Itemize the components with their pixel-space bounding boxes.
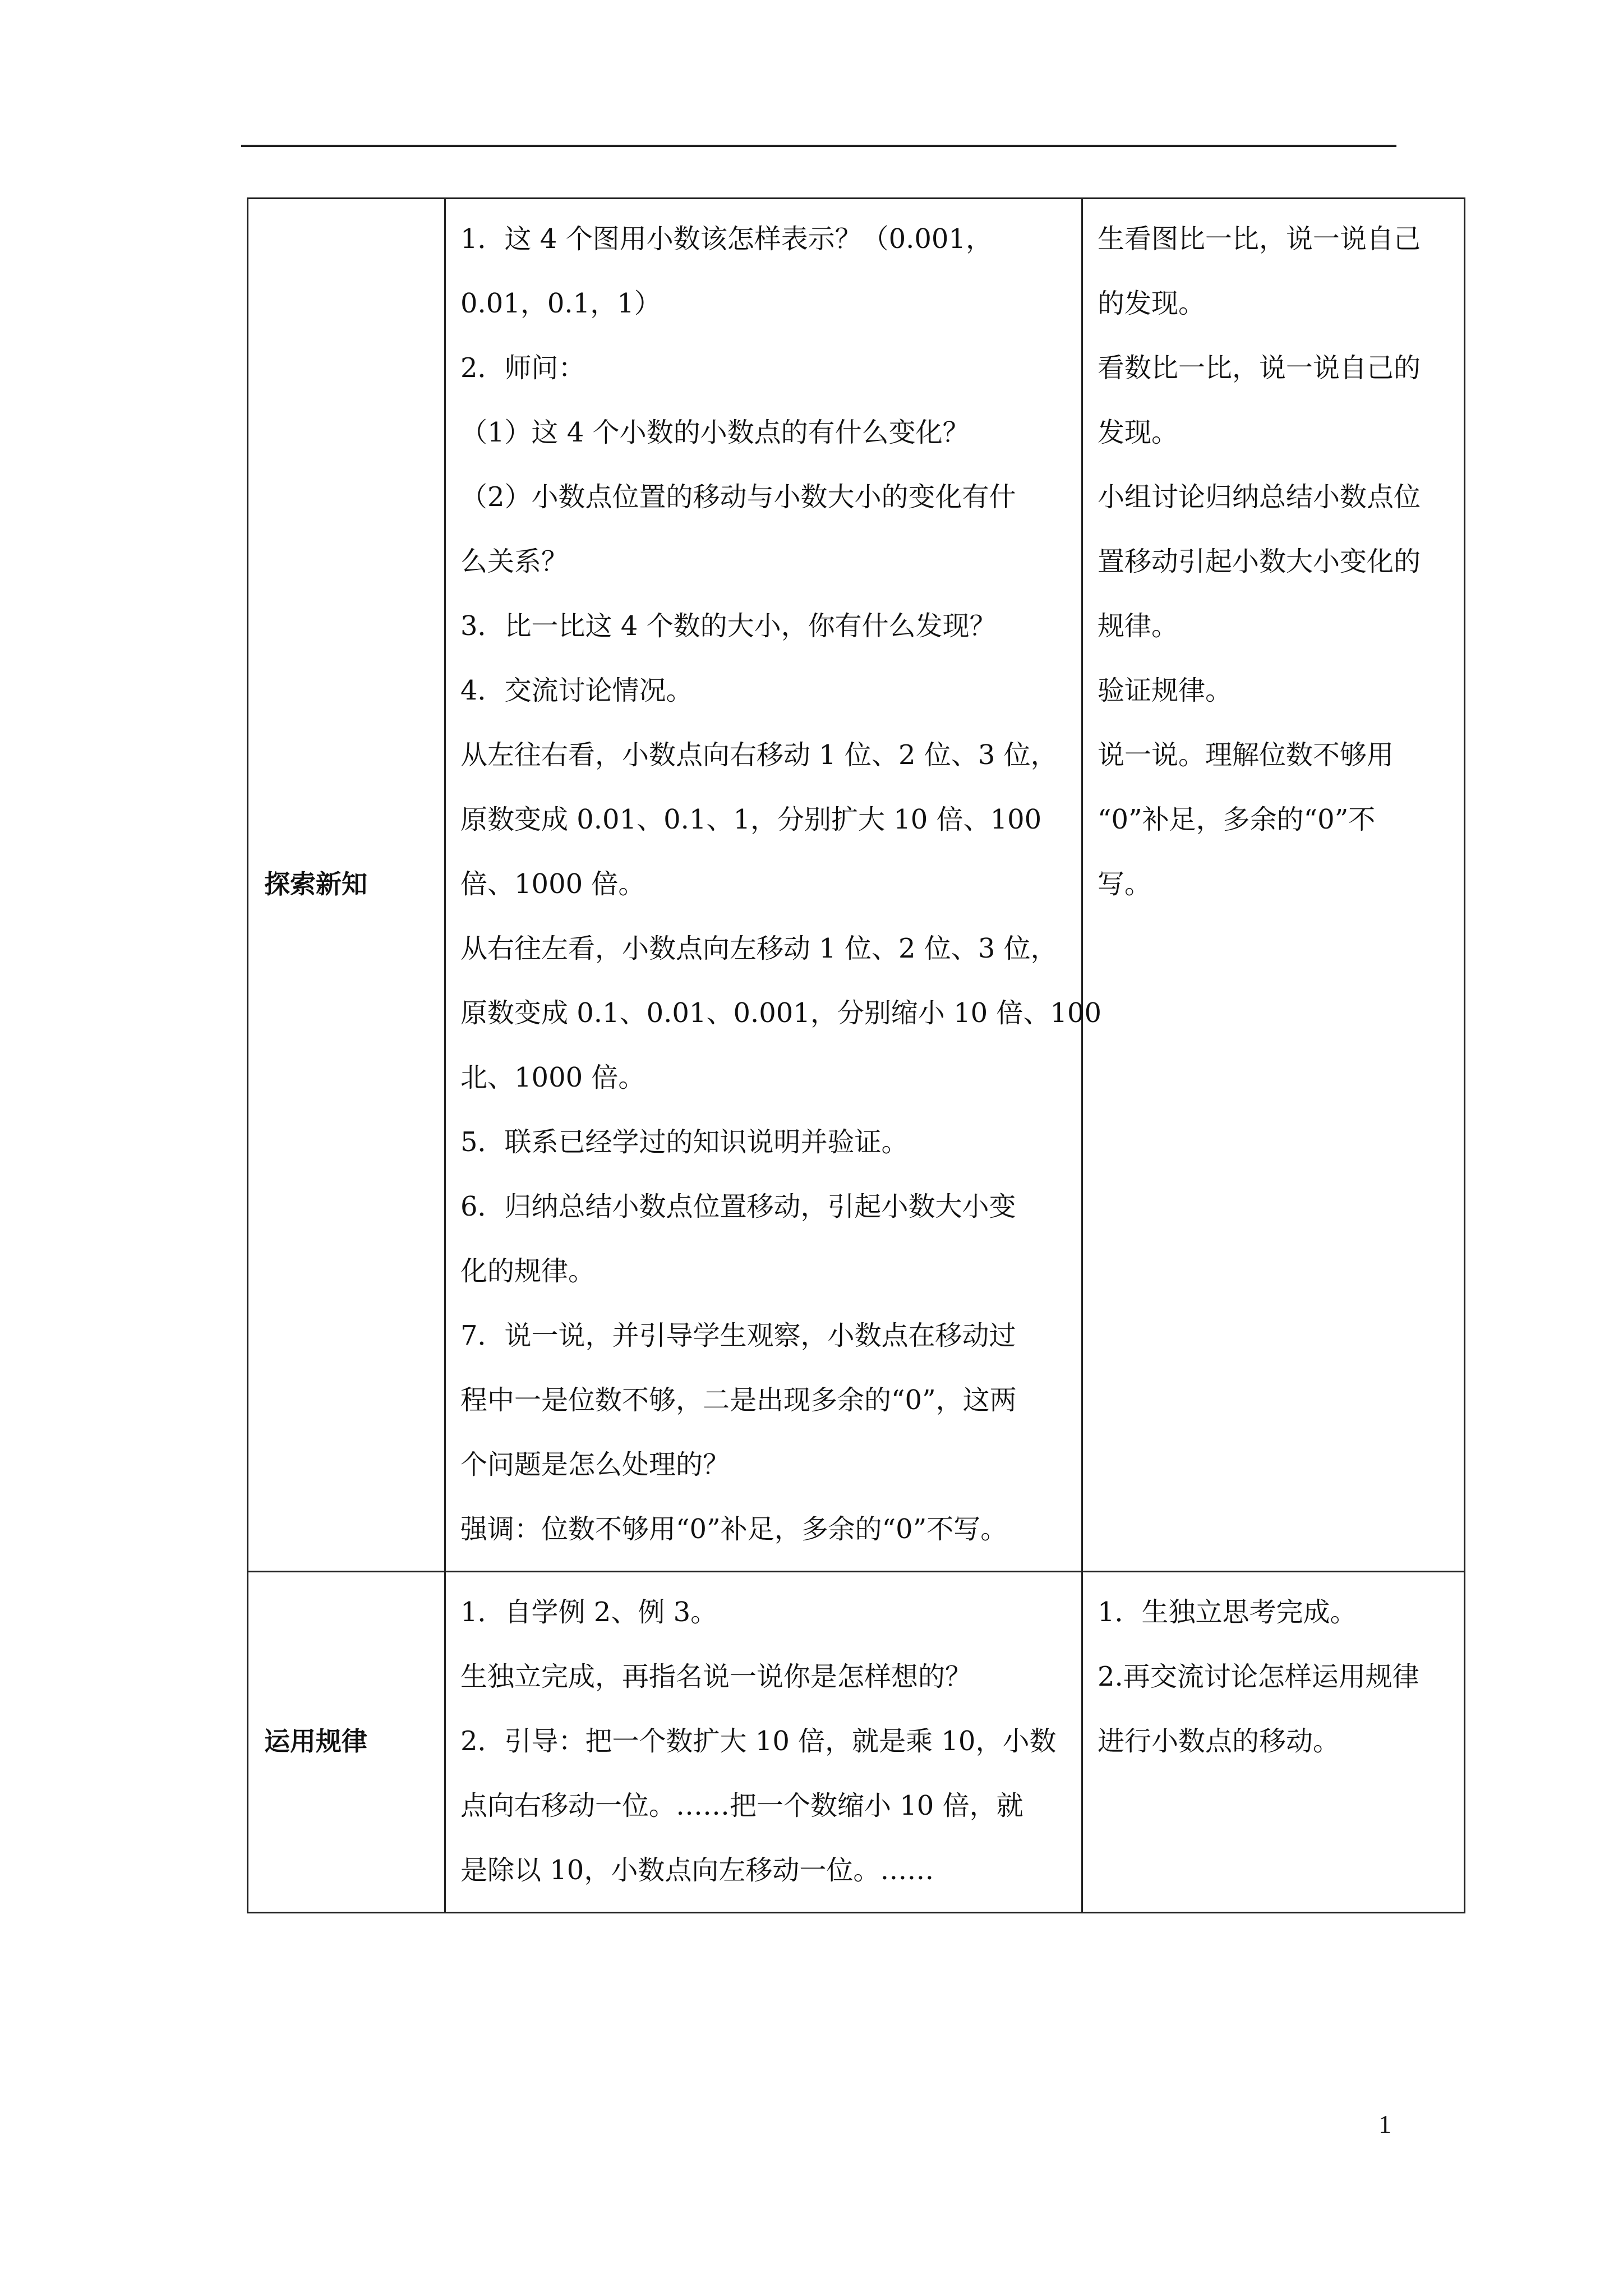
teacher-line: 倍、1000 倍。 (460, 868, 645, 900)
teacher-line: 5．联系已经学过的知识说明并验证。 (460, 1126, 909, 1158)
student-line: 1．生独立思考完成。 (1098, 1596, 1357, 1628)
teacher-line: 0.01，0.1，1） (460, 288, 661, 319)
teacher-line: 1．这 4 个图用小数该怎样表示？（0.001， (460, 223, 993, 255)
teacher-line: （2）小数点位置的移动与小数大小的变化有什 (460, 481, 1016, 513)
teacher-line: 3．比一比这 4 个数的大小，你有什么发现？ (460, 610, 997, 642)
student-line: 2.再交流讨论怎样运用规律 (1098, 1661, 1419, 1692)
student-line: 规律。 (1098, 610, 1179, 642)
teacher-activity-cell-apply (445, 1572, 1082, 1913)
student-activity-cell-explore (1082, 199, 1465, 1572)
header-rule (241, 145, 1396, 147)
teacher-line: 强调：位数不够用“0”补足，多余的“0”不写。 (460, 1513, 1008, 1545)
student-line: 说一说。理解位数不够用 (1098, 739, 1394, 771)
lesson-plan-table (247, 197, 1465, 1913)
student-line: 置移动引起小数大小变化的 (1098, 546, 1421, 577)
teacher-line: 2．引导：把一个数扩大 10 倍，就是乘 10，小数 (460, 1726, 1057, 1757)
student-line: 小组讨论归纳总结小数点位 (1098, 481, 1421, 513)
table-row-explore (248, 199, 1465, 1572)
teacher-line: 6．归纳总结小数点位置移动，引起小数大小变 (460, 1191, 1016, 1222)
teacher-activity-cell-explore (445, 199, 1102, 1572)
student-line: 生看图比一比，说一说自己 (1098, 223, 1421, 255)
student-line: 写。 (1098, 868, 1152, 900)
teacher-line: 化的规律。 (460, 1255, 596, 1287)
teacher-line: 个问题是怎么处理的？ (460, 1449, 730, 1480)
teacher-line: 7．说一说，并引导学生观察，小数点在移动过 (460, 1320, 1016, 1351)
teacher-line: 4．交流讨论情况。 (460, 675, 693, 706)
stage-cell-apply: 运用规律 (248, 1572, 445, 1913)
teacher-line: 2．师问： (460, 352, 585, 384)
teacher-line: 么关系？ (460, 546, 569, 577)
teacher-line: 程中一是位数不够，二是出现多余的“0”，这两 (460, 1384, 1017, 1416)
student-line: 验证规律。 (1098, 675, 1233, 706)
stage-cell-explore: 探索新知 (248, 199, 445, 1572)
teacher-line: 是除以 10，小数点向左移动一位。…… (460, 1855, 934, 1886)
student-line: 看数比一比，说一说自己的 (1098, 352, 1421, 384)
student-activity-cell-apply (1082, 1572, 1465, 1913)
teacher-line: 北、1000 倍。 (460, 1062, 645, 1093)
teacher-line: 1．自学例 2、例 3。 (460, 1596, 718, 1628)
teacher-line: 原数变成 0.01、0.1、1，分别扩大 10 倍、100 (460, 804, 1042, 835)
page-number: 1 (1378, 2110, 1391, 2138)
table-row-apply (248, 1572, 1465, 1913)
student-line: 进行小数点的移动。 (1098, 1726, 1340, 1757)
teacher-line: （1）这 4 个小数的小数点的有什么变化？ (460, 417, 970, 448)
teacher-line: 从右往左看，小数点向左移动 1 位、2 位、3 位， (460, 933, 1058, 964)
student-line: 的发现。 (1098, 288, 1206, 319)
teacher-line: 原数变成 0.1、0.01、0.001，分别缩小 10 倍、100 (460, 997, 1102, 1029)
student-line: “0”补足，多余的“0”不 (1098, 804, 1376, 835)
teacher-line: 生独立完成，再指名说一说你是怎样想的？ (460, 1661, 972, 1692)
teacher-line: 点向右移动一位。……把一个数缩小 10 倍，就 (460, 1790, 1023, 1821)
teacher-line: 从左往右看，小数点向右移动 1 位、2 位、3 位， (460, 739, 1058, 771)
student-line: 发现。 (1098, 417, 1179, 448)
